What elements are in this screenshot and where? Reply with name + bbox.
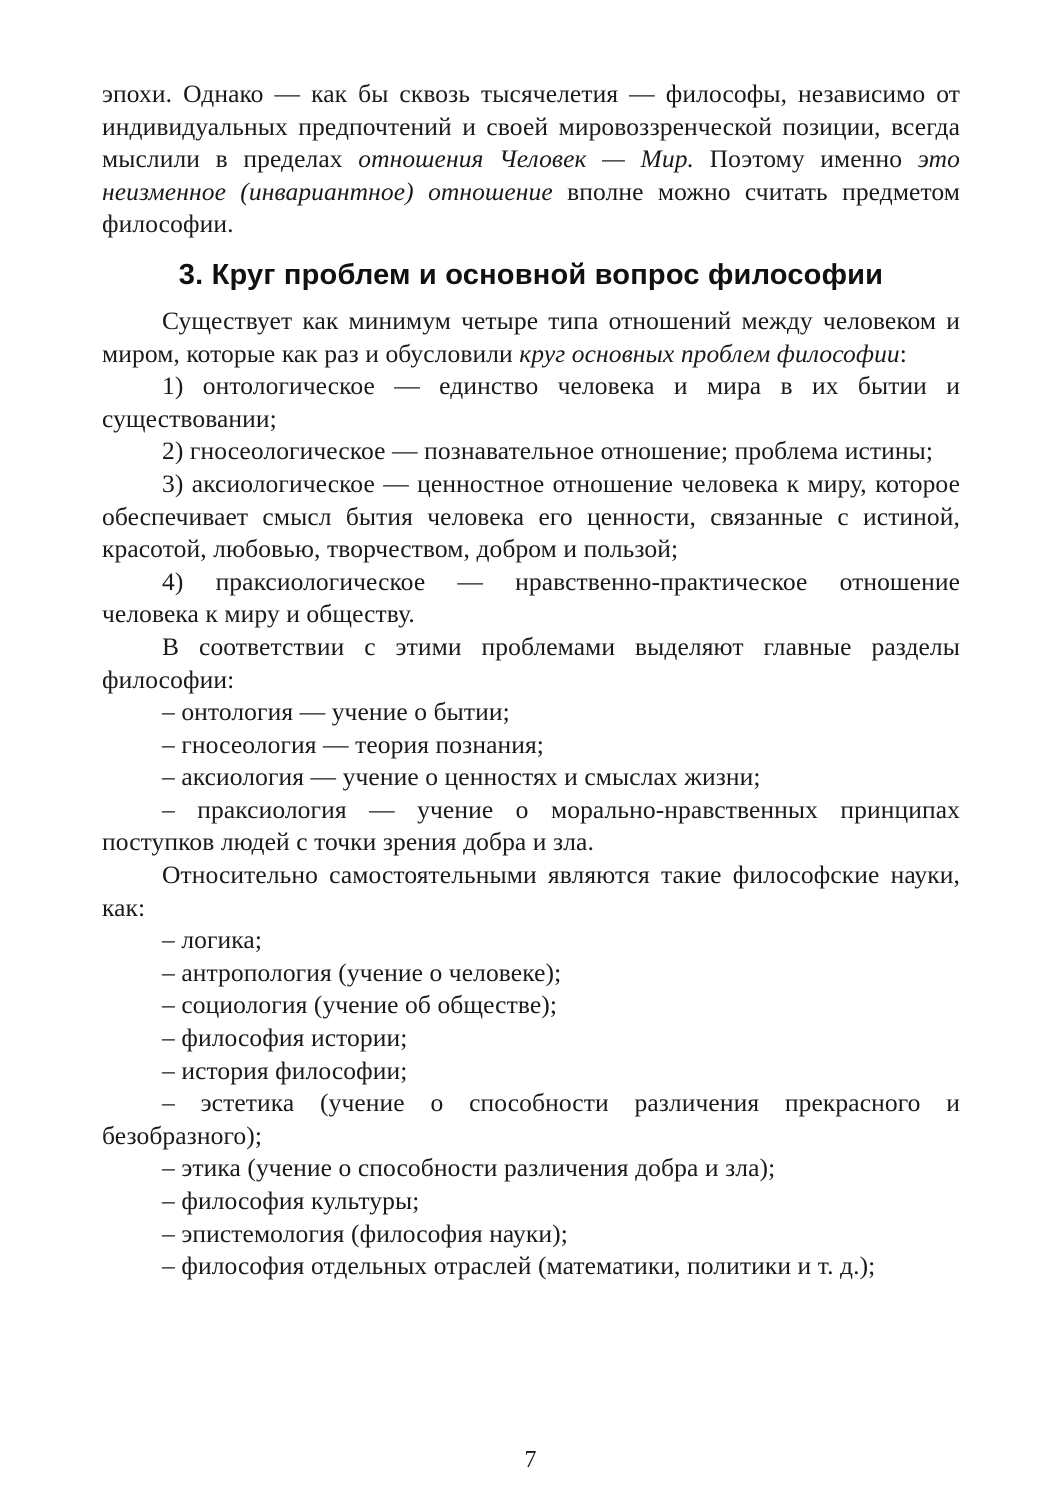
science-item: – социология (учение об обществе); <box>162 990 558 1020</box>
science-item: – эстетика (учение о способности различения прекрасного и безобразного); <box>102 1088 960 1150</box>
section-heading: 3. Круг проблем и основной вопрос философии <box>178 258 884 291</box>
lead-paragraph <box>102 305 960 370</box>
sections-intro: В соответствии с этими проблемами выделяют главные разделы философии: <box>102 631 960 694</box>
science-item: – философия культуры; <box>162 1186 420 1215</box>
main-section-item: – аксиология — учение о ценностях и смыслах жизни; <box>162 762 761 792</box>
intro-emphasis-2: это неизменное (инвариантное) отношение <box>102 144 961 206</box>
lead-end: : <box>899 338 907 368</box>
sciences-intro: Относительно самостоятельными являются такие философские науки, как: <box>102 860 960 922</box>
science-item: – философия отдельных отраслей (математики, политики и т. д.); <box>162 1251 876 1281</box>
main-section-item: – праксиология — учение о морально-нравственных принципах поступков людей с точки зрения добра и зла. <box>102 794 960 857</box>
page-body <box>102 78 960 1283</box>
intro-text-3: вполне можно считать предметом философии. <box>102 176 960 239</box>
science-item: – философия истории; <box>162 1023 408 1053</box>
science-item: – эпистемология (философия науки); <box>162 1218 568 1248</box>
intro-emphasis-1: отношения Человек — Мир. <box>358 144 695 174</box>
page-number: 7 <box>524 1447 537 1473</box>
main-section-item: – онтология — учение о бытии; <box>162 697 510 727</box>
science-item: – этика (учение о способности различения добра и зла); <box>162 1153 776 1183</box>
relation-item: 2) гносеологическое — познавательное отношение; проблема истины; <box>162 436 934 466</box>
main-section-item: – гносеология — теория познания; <box>162 729 544 759</box>
relation-item: 4) праксиологическое — нравственно-практическое отношение человека к миру и обществу. <box>102 566 960 629</box>
intro-text-1: эпохи. Однако — как бы сквозь тысячелетия — философы, независимо от индивидуальных предпочтений и своей мировоззренческой позиции, всегда мыслили в пределах <box>102 79 960 174</box>
science-item: – история философии; <box>162 1055 408 1085</box>
lead-emphasis: круг основных проблем философии <box>519 338 900 368</box>
science-item: – антропология (учение о человеке); <box>162 957 562 987</box>
lead-text: Существует как минимум четыре типа отношений между человеком и миром, которые как раз и обусловили <box>102 305 960 368</box>
intro-text-2: Поэтому именно <box>694 144 918 174</box>
intro-paragraph <box>102 78 960 241</box>
relation-item: 1) онтологическое — единство человека и мира в их бытии и существовании; <box>102 371 960 433</box>
science-item: – логика; <box>162 925 263 955</box>
relation-item: 3) аксиологическое — ценностное отношение человека к миру, которое обеспечивает смысл бытия человека его ценности, связанные с истиной, красотой, любовью, творчеством, добром и пользой; <box>102 468 960 564</box>
